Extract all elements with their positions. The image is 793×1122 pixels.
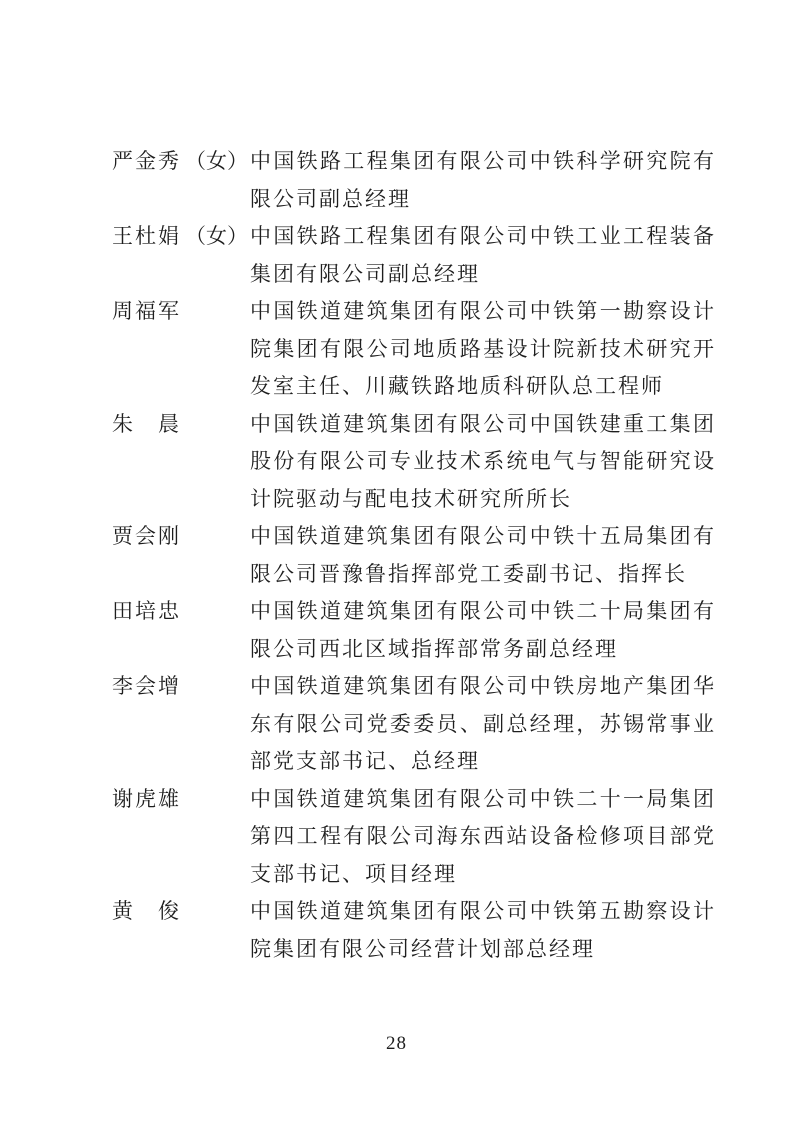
gender-marker: （女）	[185, 149, 248, 173]
person-title: 中国铁道建筑集团有限公司中铁房地产集团华东有限公司党委委员、副总经理，苏锡常事业部党支部书记、总经理	[250, 674, 716, 773]
person-name: 黄 俊	[112, 899, 181, 923]
list-item	[112, 293, 716, 406]
person-name: 谢虎雄	[112, 786, 181, 811]
list-item	[112, 143, 716, 218]
gender-marker: （女）	[185, 224, 248, 248]
person-name: 贾会刚	[112, 524, 181, 548]
list-item	[112, 668, 716, 781]
list-item	[112, 781, 716, 894]
person-name: 朱 晨	[112, 411, 181, 436]
person-title: 中国铁道建筑集团有限公司中铁十五局集团有限公司晋豫鲁指挥部党工委副书记、指挥长	[250, 524, 716, 586]
list-item	[112, 518, 716, 593]
list-item	[112, 893, 716, 968]
person-title: 中国铁道建筑集团有限公司中国铁建重工集团股份有限公司专业技术系统电气与智能研究设计院驱动与配电技术研究所所长	[250, 411, 716, 511]
person-title: 中国铁路工程集团有限公司中铁工业工程装备集团有限公司副总经理	[250, 224, 716, 286]
person-title: 中国铁道建筑集团有限公司中铁二十局集团有限公司西北区域指挥部常务副总经理	[250, 599, 716, 661]
person-title: 中国铁道建筑集团有限公司中铁二十一局集团第四工程有限公司海东西站设备检修项目部党支部书记、项目经理	[250, 786, 716, 886]
list-item	[112, 218, 716, 293]
person-name: 严金秀	[112, 149, 181, 173]
person-name: 周福军	[112, 299, 181, 323]
list-item	[112, 406, 716, 519]
person-name: 田培忠	[112, 599, 181, 623]
person-name: 王杜娟	[112, 224, 181, 248]
person-name: 李会增	[112, 674, 181, 698]
person-title: 中国铁道建筑集团有限公司中铁第一勘察设计院集团有限公司地质路基设计院新技术研究开发室主任、川藏铁路地质科研队总工程师	[250, 299, 716, 398]
person-title: 中国铁道建筑集团有限公司中铁第五勘察设计院集团有限公司经营计划部总经理	[250, 899, 716, 961]
person-title: 中国铁路工程集团有限公司中铁科学研究院有限公司副总经理	[250, 149, 716, 211]
page-number: 28	[386, 1033, 407, 1054]
awardee-list	[112, 143, 716, 968]
list-item	[112, 593, 716, 668]
